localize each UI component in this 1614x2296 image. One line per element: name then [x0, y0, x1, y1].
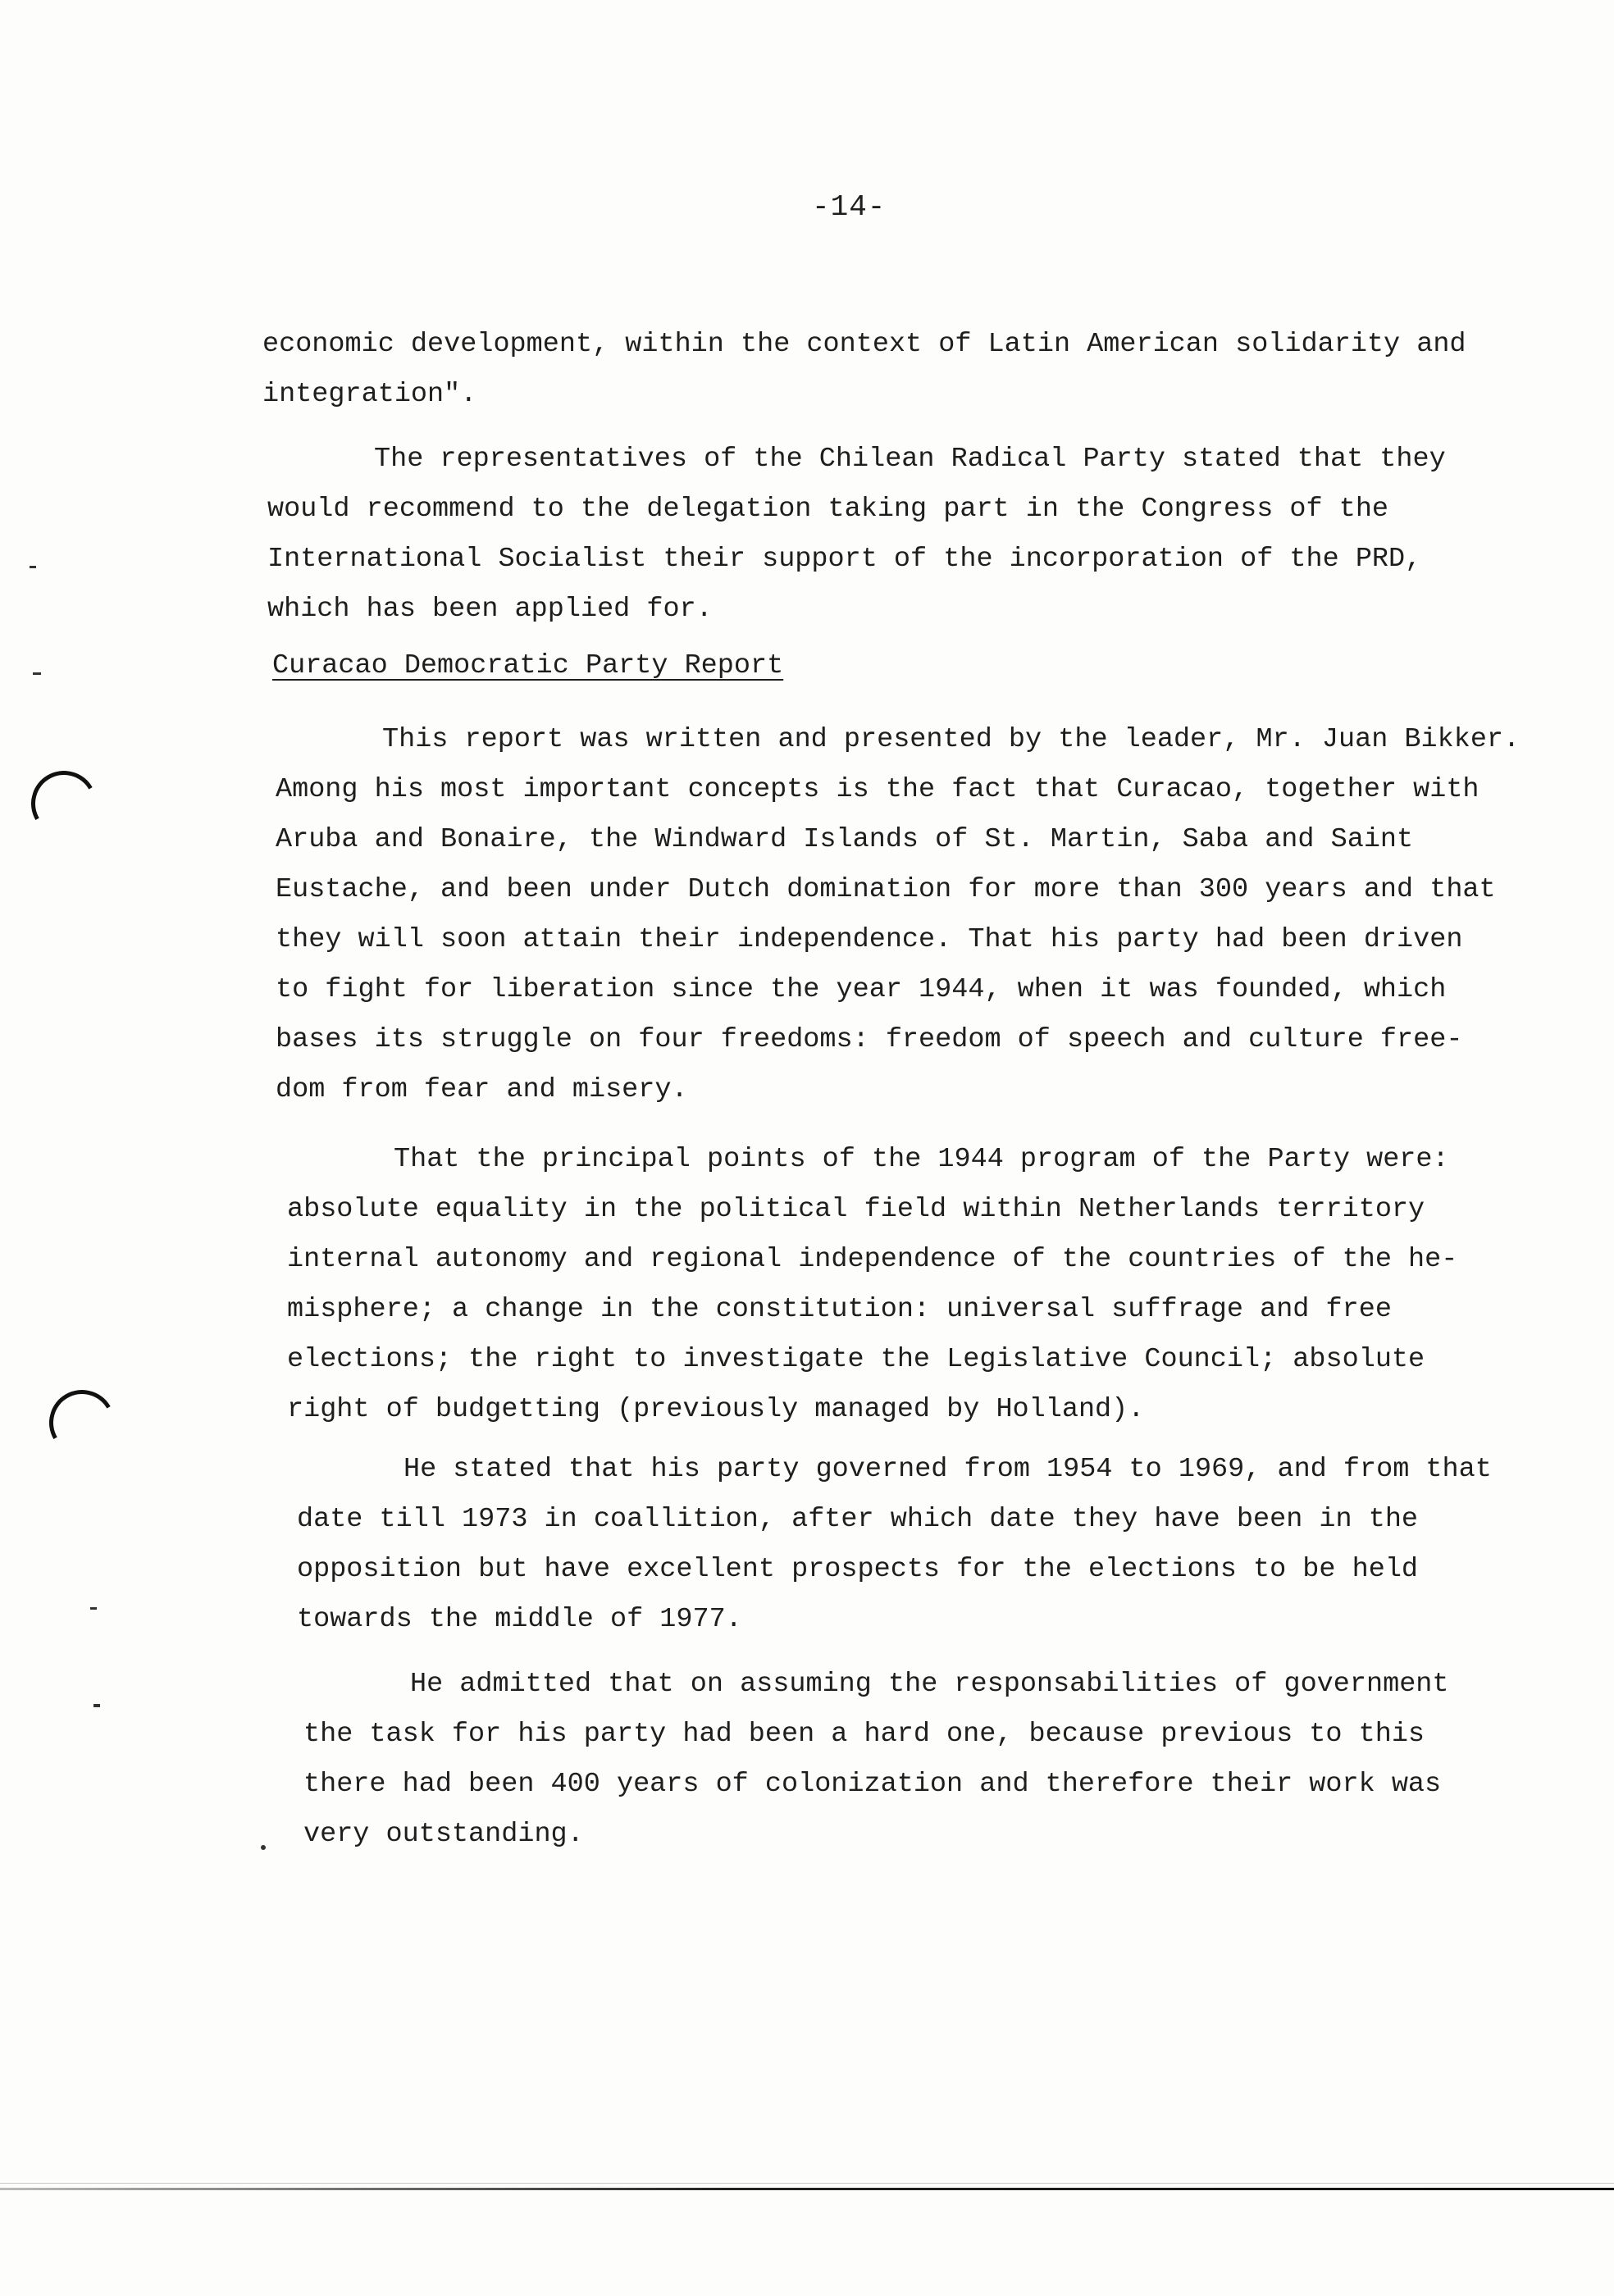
scan-edge-line [0, 2183, 1614, 2184]
paragraph-line: the task for his party had been a hard one, because previous to this [303, 1719, 1425, 1750]
paragraph-line: integration". [262, 379, 477, 410]
hole-punch-mark [24, 763, 104, 844]
paragraph-line: That the principal points of the 1944 program of the Party were: [394, 1144, 1449, 1175]
paragraph-line: would recommend to the delegation taking part in the Congress of the [267, 494, 1389, 525]
hole-punch-mark [42, 1383, 122, 1463]
paragraph-line: date till 1973 in coallition, after which date they have been in the [297, 1504, 1419, 1535]
paragraph-4 [287, 1135, 1550, 1435]
paragraph-line: economic development, within the context of Latin American solidarity and [262, 329, 1466, 360]
paragraph-line: dom from fear and misery. [276, 1074, 688, 1105]
paragraph-line: Among his most important concepts is the fact that Curacao, together with [276, 774, 1480, 805]
paragraph-line: He stated that his party governed from 1954 to 1969, and from that [404, 1454, 1492, 1485]
section-heading: Curacao Democratic Party Report [272, 650, 784, 681]
paragraph-line: Eustache, and been under Dutch domination for more than 300 years and that [276, 874, 1496, 905]
paragraph-line: elections; the right to investigate the Legislative Council; absolute [287, 1344, 1425, 1375]
paragraph-line: opposition but have excellent prospects for the elections to be held [297, 1554, 1419, 1585]
paragraph-line: they will soon attain their independence. That his party had been driven [276, 924, 1463, 955]
scan-mark [33, 672, 41, 675]
scan-mark [93, 1704, 100, 1707]
paragraph-line: absolute equality in the political field within Netherlands territory [287, 1194, 1425, 1225]
paragraph-line: to fight for liberation since the year 1944, when it was founded, which [276, 974, 1447, 1005]
scan-mark [90, 1607, 97, 1610]
paragraph-3 [276, 715, 1539, 1115]
scan-edge-line [0, 2188, 1614, 2190]
paragraph-line: internal autonomy and regional independence of the countries of the he- [287, 1244, 1458, 1275]
paragraph-line: very outstanding. [303, 1819, 584, 1850]
paragraph-line: towards the middle of 1977. [297, 1604, 742, 1635]
scan-mark [261, 1845, 266, 1850]
paragraph-line: there had been 400 years of colonization and therefore their work was [303, 1769, 1442, 1800]
paragraph-line: which has been applied for. [267, 594, 713, 625]
page-number: -14- [812, 190, 887, 224]
paragraph-line: misphere; a change in the constitution: universal suffrage and free [287, 1294, 1392, 1325]
paragraph-line: He admitted that on assuming the responsabilities of government [410, 1669, 1449, 1700]
paragraph-line: International Socialist their support of the incorporation of the PRD, [267, 544, 1422, 575]
paragraph-1 [262, 320, 1525, 420]
paragraph-5 [297, 1445, 1560, 1645]
paragraph-line: The representatives of the Chilean Radical Party stated that they [374, 444, 1446, 475]
scan-mark [30, 566, 36, 568]
paragraph-line: right of budgetting (previously managed by Holland). [287, 1394, 1145, 1425]
paragraph-line: bases its struggle on four freedoms: freedom of speech and culture free- [276, 1024, 1463, 1055]
paragraph-2 [267, 435, 1530, 635]
paragraph-line: This report was written and presented by the leader, Mr. Juan Bikker. [382, 724, 1521, 755]
paragraph-line: Aruba and Bonaire, the Windward Islands of St. Martin, Saba and Saint [276, 824, 1414, 855]
paragraph-6 [303, 1660, 1566, 1860]
